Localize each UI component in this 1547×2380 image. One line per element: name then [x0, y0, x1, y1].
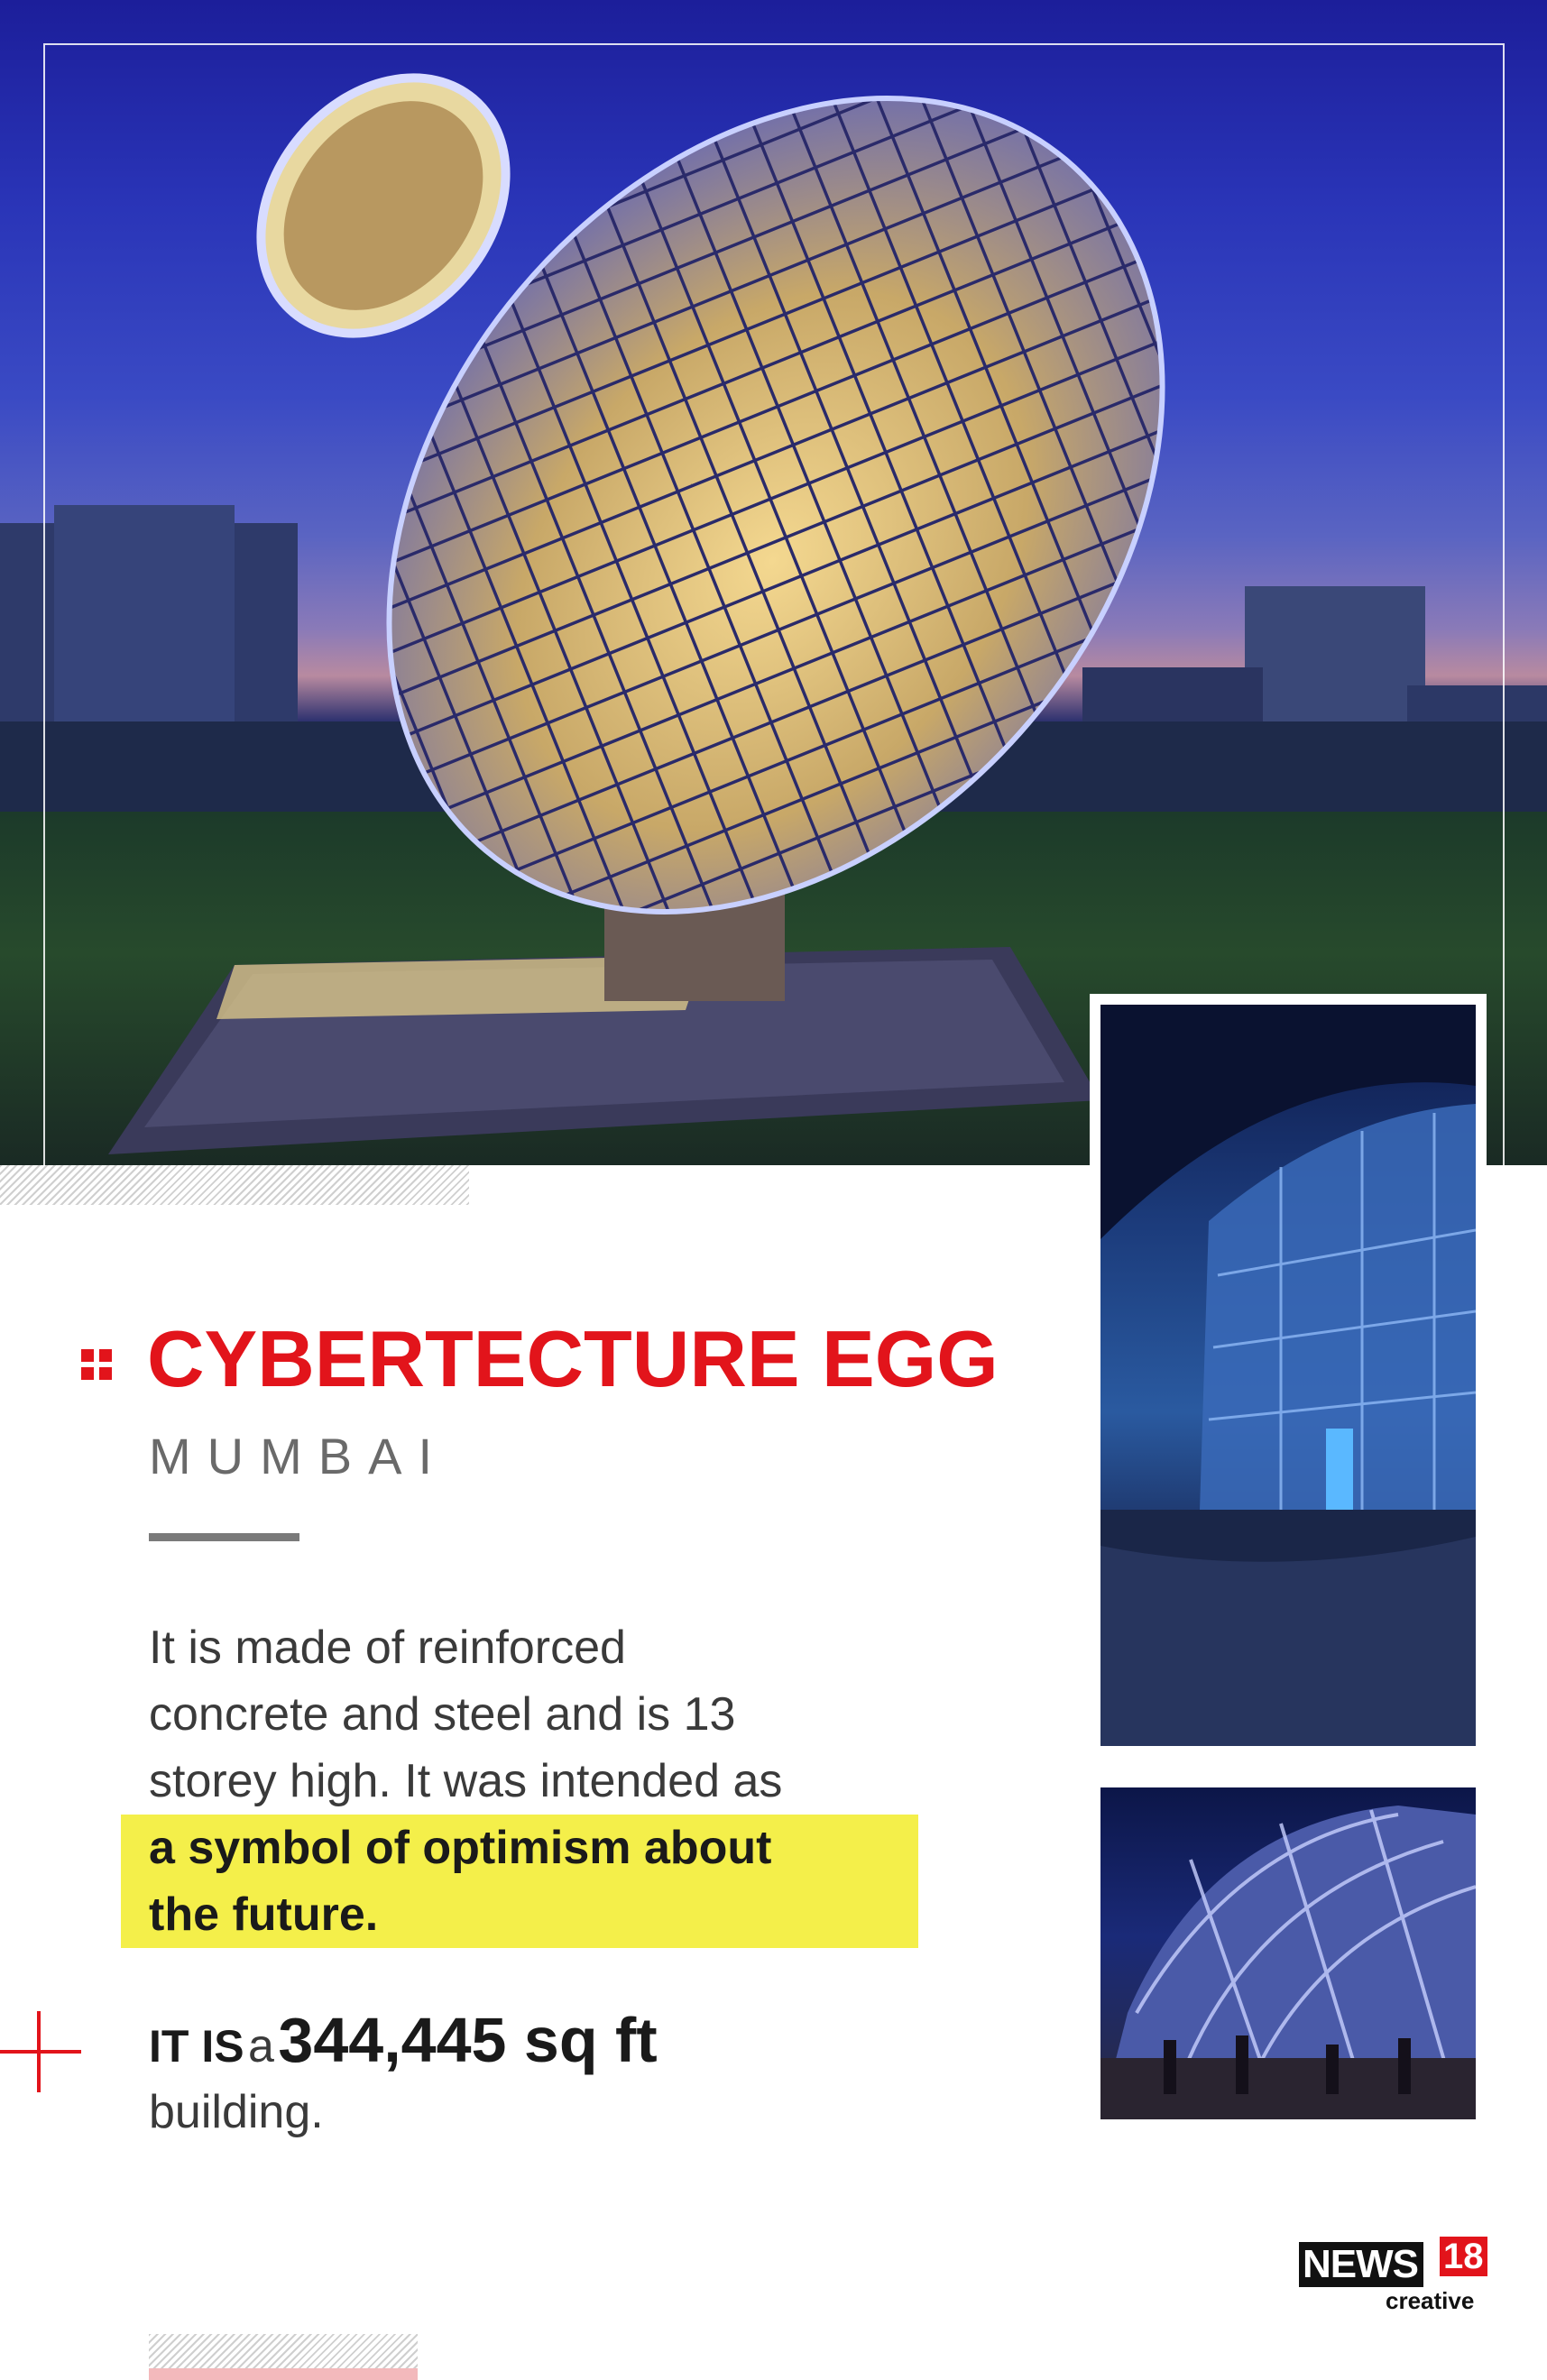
description-line: It is made of reinforced [149, 1622, 626, 1674]
hatch-strip-top [0, 1165, 469, 1205]
side-photo-top [1100, 1005, 1476, 1746]
description-text [149, 1614, 961, 1815]
location-subtitle: MUMBAI [149, 1428, 448, 1484]
title-divider [149, 1533, 299, 1541]
fact-suffix: building. [149, 2086, 324, 2138]
plus-icon [0, 2011, 81, 2092]
interior-glass-facade [1100, 1005, 1476, 1746]
page-title: CYBERTECTURE EGG [147, 1314, 999, 1403]
logo-tag: creative [1386, 2287, 1475, 2314]
description-line: storey high. It was intended as [149, 1755, 783, 1807]
highlight-line: a symbol of optimism about [149, 1822, 772, 1874]
logo-number: 18 [1440, 2237, 1487, 2276]
highlight-line: the future. [149, 1888, 379, 1941]
fact-article: a [248, 2020, 274, 2072]
hatch-strip-bottom-accent [149, 2368, 418, 2380]
hero-photo [0, 0, 1547, 1165]
news18-creative-logo [1299, 2237, 1488, 2318]
logo-news: NEWS [1299, 2242, 1423, 2287]
fact-size [149, 2004, 658, 2076]
highlight-text [149, 1815, 961, 1948]
fact-prefix: IT IS [149, 2021, 244, 2072]
description-line: concrete and steel and is 13 [149, 1688, 736, 1741]
title-bullet-icon [81, 1349, 112, 1380]
side-photo-bottom [1100, 1787, 1476, 2119]
fact-value: 344,445 sq ft [278, 2005, 658, 2075]
entrance-steel-lattice [1100, 1787, 1476, 2119]
